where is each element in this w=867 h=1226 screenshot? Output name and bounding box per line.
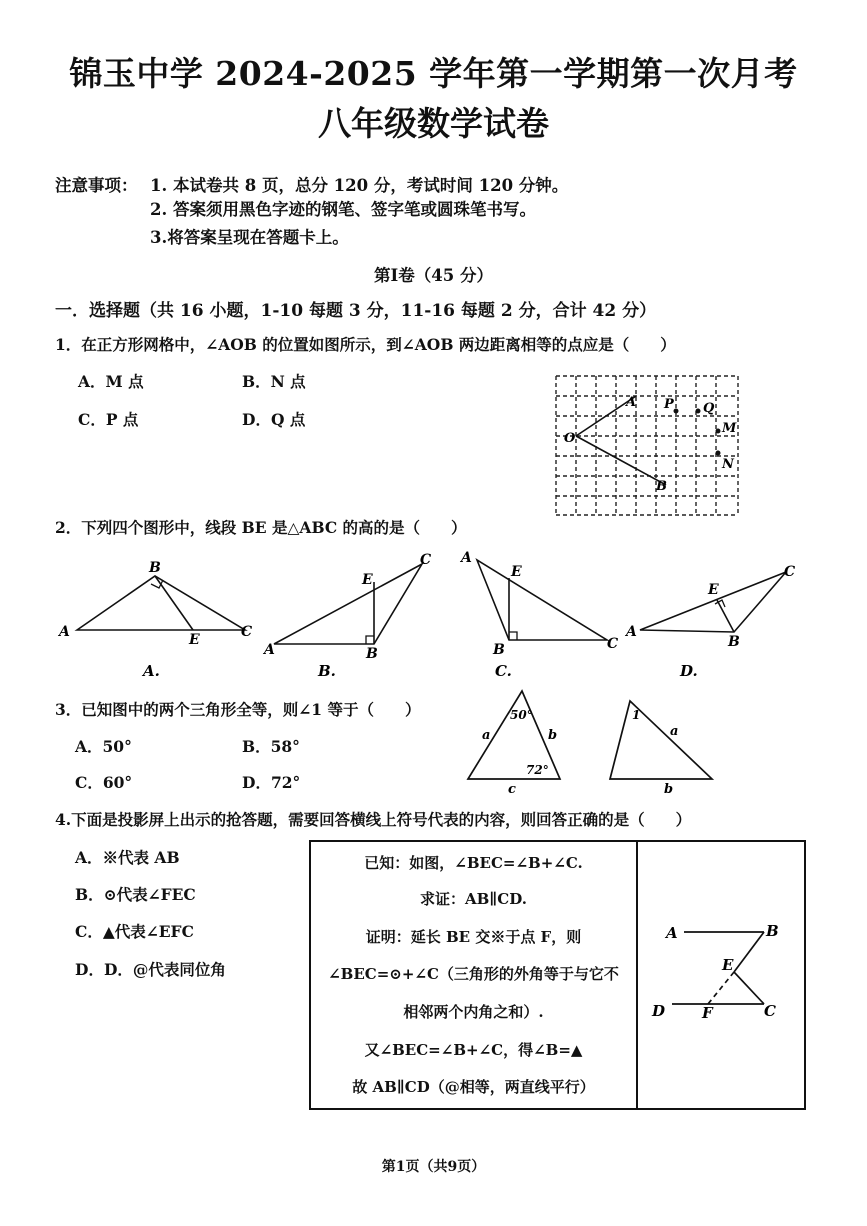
q3-angle-1: 1 bbox=[632, 708, 641, 722]
q2-caption-d: D. bbox=[680, 662, 698, 680]
q1-option-a: A．M 点 bbox=[78, 372, 144, 391]
q1-label-q: Q bbox=[703, 401, 715, 416]
q3-label-a-right: a bbox=[670, 724, 679, 739]
q1-label-a: A bbox=[626, 395, 637, 410]
q2-figure-d bbox=[622, 548, 812, 688]
q4-box-line-5: 相邻两个内角之和）. bbox=[403, 1003, 544, 1021]
svg-text:A: A bbox=[626, 624, 637, 640]
q1-option-c: C．P 点 bbox=[78, 410, 139, 429]
q4-figure bbox=[646, 912, 796, 1024]
q3-label-c-left: c bbox=[508, 782, 516, 797]
svg-text:B: B bbox=[149, 560, 161, 576]
q2-caption-c: C. bbox=[495, 662, 512, 680]
svg-text:A: A bbox=[59, 624, 70, 640]
q2-figure-a bbox=[55, 548, 265, 688]
q3-option-c: C．60° bbox=[75, 773, 133, 792]
q4-label-f: F bbox=[702, 1004, 713, 1022]
question-2-stem: 2．下列四个图形中，线段 BE 是△ABC 的高的是（ ） bbox=[55, 518, 467, 537]
q1-label-p: P bbox=[664, 397, 674, 412]
q4-box-line-6: 又∠BEC=∠B+∠C，得∠B=▲ bbox=[364, 1041, 583, 1059]
q4-box-line-2: 求证：AB∥CD. bbox=[420, 890, 527, 908]
q3-option-d: D．72° bbox=[242, 773, 301, 792]
q4-option-b: B．⊙代表∠FEC bbox=[75, 885, 196, 904]
q4-label-e: E bbox=[722, 956, 734, 974]
exam-title: 锦玉中学 2024-2025 学年第一学期第一次月考 bbox=[69, 54, 798, 93]
q2-caption-a: A. bbox=[143, 662, 160, 680]
q3-triangle-right bbox=[604, 693, 719, 797]
svg-text:C: C bbox=[241, 624, 253, 640]
svg-text:C: C bbox=[420, 552, 432, 568]
q1-grid-figure bbox=[550, 370, 745, 520]
q4-box-line-1: 已知：如图，∠BEC=∠B+∠C. bbox=[364, 854, 583, 872]
svg-text:A: A bbox=[461, 550, 472, 566]
q3-label-b-right: b bbox=[664, 782, 674, 797]
q4-box-divider bbox=[636, 840, 638, 1108]
svg-text:C: C bbox=[784, 564, 796, 580]
q3-triangle-left bbox=[462, 685, 572, 797]
notice-item-1: 1. 本试卷共 8 页，总分 120 分，考试时间 120 分钟。 bbox=[150, 176, 569, 195]
section-title: 一．选择题（共 16 小题，1-10 每题 3 分，11-16 每题 2 分，合计 42 分） bbox=[55, 301, 657, 321]
svg-text:B: B bbox=[493, 642, 505, 658]
question-3-stem: 3．已知图中的两个三角形全等，则∠1 等于（ ） bbox=[55, 700, 421, 719]
page-number: 第1页（共9页） bbox=[381, 1159, 486, 1175]
q1-option-d: D．Q 点 bbox=[242, 410, 306, 429]
q2-caption-b: B. bbox=[318, 662, 336, 680]
exam-subtitle: 八年级数学试卷 bbox=[318, 104, 549, 143]
q4-box-line-7: 故 AB∥CD（@相等，两直线平行） bbox=[352, 1078, 595, 1096]
svg-text:E: E bbox=[362, 572, 373, 588]
q1-label-b: B bbox=[656, 479, 667, 494]
svg-text:B: B bbox=[366, 646, 378, 662]
q3-label-b-left: b bbox=[548, 728, 558, 743]
question-4-stem: 4.下面是投影屏上出示的抢答题，需要回答横线上符号代表的内容，则回答正确的是（ ） bbox=[55, 810, 692, 829]
q4-option-a: A．※代表 AB bbox=[75, 848, 180, 867]
svg-text:E: E bbox=[189, 632, 200, 648]
q4-label-c: C bbox=[764, 1002, 776, 1020]
q3-angle-72: 72° bbox=[526, 763, 549, 777]
svg-text:A: A bbox=[264, 642, 275, 658]
q4-option-d: D．D．@代表同位角 bbox=[75, 960, 226, 979]
svg-text:E: E bbox=[708, 582, 719, 598]
q2-figure-b bbox=[262, 548, 442, 688]
svg-text:C: C bbox=[607, 636, 619, 652]
q1-label-o: O bbox=[564, 431, 576, 446]
notice-item-2: 2. 答案须用黑色字迹的钢笔、签字笔或圆珠笔书写。 bbox=[150, 200, 536, 219]
q4-box-line-4: ∠BEC=⊙+∠C（三角形的外角等于与它不 bbox=[328, 965, 619, 983]
q1-label-m: M bbox=[722, 421, 737, 436]
svg-text:E: E bbox=[511, 564, 522, 580]
q1-label-n: N bbox=[722, 457, 734, 472]
q3-option-a: A．50° bbox=[75, 737, 132, 756]
notice-item-3: 3.将答案呈现在答题卡上。 bbox=[150, 228, 349, 247]
q4-label-a: A bbox=[666, 924, 678, 942]
svg-text:B: B bbox=[728, 634, 740, 650]
q1-option-b: B．N 点 bbox=[242, 372, 306, 391]
q3-option-b: B．58° bbox=[242, 737, 300, 756]
volume-title: 第Ⅰ卷（45 分） bbox=[374, 266, 493, 285]
q4-label-d: D bbox=[652, 1002, 666, 1020]
q4-option-c: C．▲代表∠EFC bbox=[75, 922, 194, 941]
q4-box-line-3: 证明：延长 BE 交※于点 F，则 bbox=[365, 928, 582, 946]
q3-label-a-left: a bbox=[482, 728, 491, 743]
q4-label-b: B bbox=[766, 922, 779, 940]
notice-label: 注意事项： bbox=[55, 176, 138, 195]
question-1-stem: 1．在正方形网格中，∠AOB 的位置如图所示，到∠AOB 两边距离相等的点应是（ ） bbox=[55, 335, 676, 354]
q2-figure-c bbox=[455, 548, 630, 688]
q3-angle-50: 50° bbox=[510, 708, 533, 722]
